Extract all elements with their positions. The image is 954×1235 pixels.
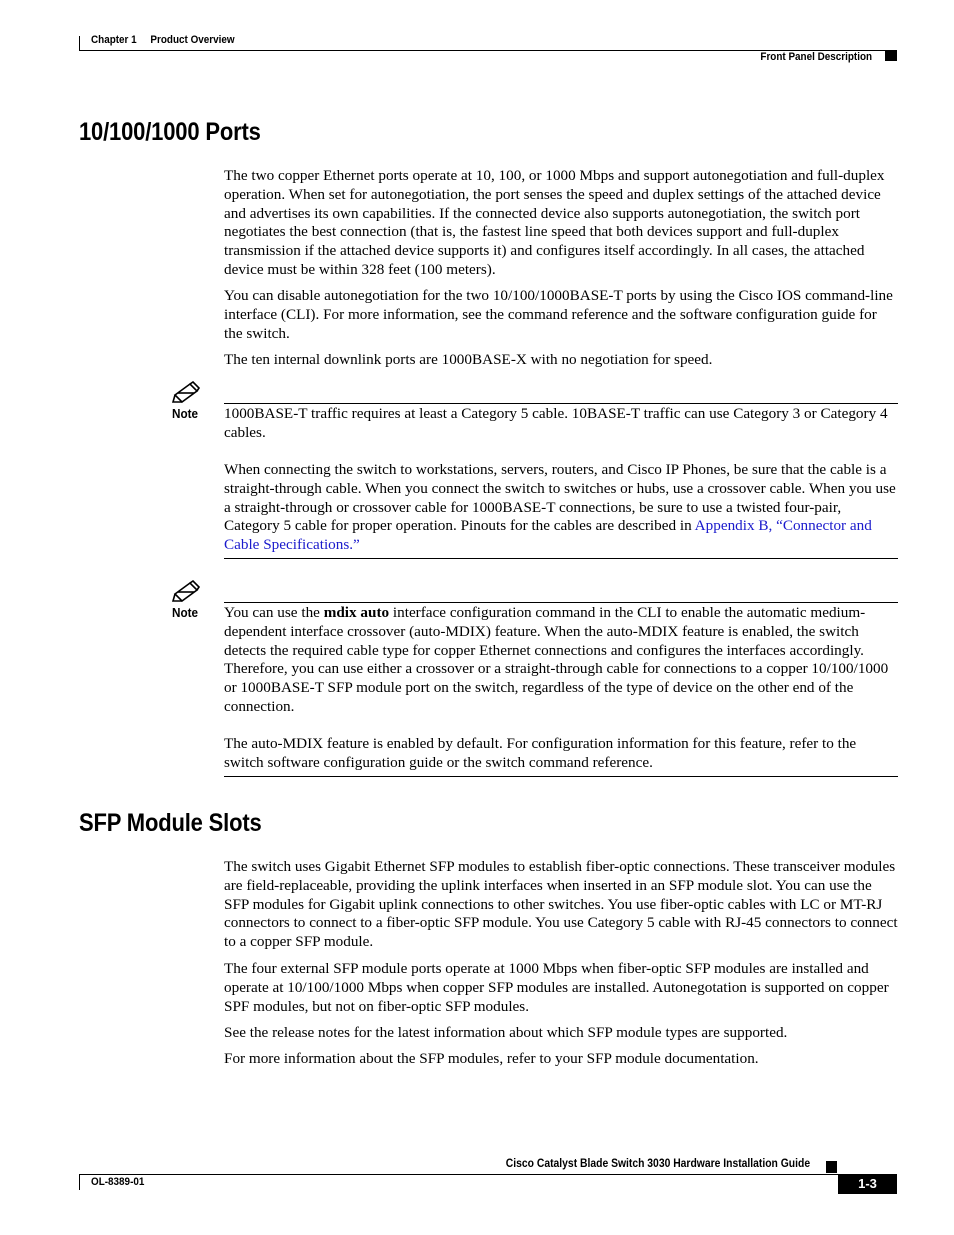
appendix-link[interactable]: Appendix B, “Connector and Cable Specifications.” (224, 517, 872, 554)
chapter-title: Product Overview (150, 34, 235, 46)
command-keyword: mdix auto (323, 604, 390, 621)
pencil-note-icon (172, 381, 200, 403)
note-text-body: When connecting the switch to workstations, servers, routers, and Cisco IP Phones, be sure that the cable is a straight-through cable. When you connect the switch to switches or hubs, use a crossover cable. When you use a straight-through or crossover cable for 1000BASE-T connections, be sure to use a twisted four-pair, Category 5 cable for proper operation. Pinouts for the cables are described in (224, 461, 896, 535)
footer-guide-title: Cisco Catalyst Blade Switch 3030 Hardware Installation Guide (505, 1158, 810, 1170)
footer-doc-number: OL-8389-01 (91, 1176, 145, 1188)
note-top-rule (224, 602, 898, 603)
paragraph: You can disable autonegotiation for the two 10/100/1000BASE-T ports by using the Cisco IOS command-line interface (CLI). For more information, see the command reference and the software configuration guide for the switch. (224, 287, 893, 342)
pencil-note-icon (172, 580, 200, 602)
paragraph: For more information about the SFP modules, refer to your SFP module documentation. (224, 1050, 759, 1067)
note-text-pre: You can use the (224, 604, 324, 621)
note-text (224, 604, 898, 717)
note-text: 1000BASE-T traffic requires at least a Category 5 cable. 10BASE-T traffic can use Category 3 or Category 4 cables. (224, 405, 888, 441)
note-text: The auto-MDIX feature is enabled by default. For configuration information for this feature, refer to the switch software configuration guide or the switch command reference. (224, 735, 857, 771)
running-header-chapter (91, 34, 235, 46)
note-bottom-rule (224, 558, 898, 559)
note-text (224, 461, 898, 555)
note-bottom-rule (224, 776, 898, 777)
header-rule-vertical (79, 36, 80, 51)
header-marker (885, 51, 897, 61)
page-number: 1-3 (838, 1174, 897, 1194)
note-text-post: interface configuration command in the CLI to enable the automatic medium-dependent interface crossover (auto-MDIX) feature. When the auto-MDIX feature is enabled, the switch detects the required cable type for copper Ethernet connections and configures the interfaces accordingly. Therefore, you can use either a crossover or a straight-through cable for connections to a copper 10/100/1000 or 1000BASE-T SFP module port on the switch, regardless of the type of device on the other end of the connection. (224, 604, 889, 715)
paragraph: The switch uses Gigabit Ethernet SFP modules to establish fiber-optic connections. These transceiver modules are field-replaceable, providing the uplink interfaces when inserted in an SFP module slot. You can use the SFP modules for Gigabit uplink connections to other switches. You use fiber-optic cables with LC or MT-RJ connectors to connect to a fiber-optic SFP module. You use Category 5 cable with RJ-45 connectors to connect to a copper SFP module. (224, 858, 898, 951)
paragraph: The four external SFP module ports operate at 1000 Mbps when fiber-optic SFP modules are installed and operate at 10/100/1000 Mbps when copper SFP modules are installed. Autonegotation is supported on copper SPF modules, but not on fiber-optic SFP modules. (224, 960, 889, 1015)
section-heading-ports: 10/100/1000 Ports (79, 118, 261, 146)
footer-rule-vertical (79, 1174, 80, 1190)
section-heading-sfp: SFP Module Slots (79, 809, 262, 837)
paragraph: See the release notes for the latest information about which SFP module types are supported. (224, 1024, 788, 1041)
note-top-rule (224, 403, 898, 404)
chapter-number: Chapter 1 (91, 34, 137, 46)
footer-marker (826, 1161, 837, 1173)
note-label: Note (172, 406, 199, 421)
paragraph: The ten internal downlink ports are 1000BASE-X with no negotiation for speed. (224, 351, 713, 368)
running-header-section: Front Panel Description (760, 51, 872, 63)
paragraph: The two copper Ethernet ports operate at 10, 100, or 1000 Mbps and support autonegotiation and full-duplex operation. When set for autonegotiation, the port senses the speed and duplex settings of the attached device and advertises its own capabilities. If the connected device also supports autonegotiation, the switch port negotiates the best connection (that is, the fastest line speed that both devices support and full-duplex transmission if the attached device supports it) and configures itself accordingly. In all cases, the attached device must be within 328 feet (100 meters). (224, 167, 885, 278)
note-label: Note (172, 605, 199, 620)
footer-rule (79, 1174, 897, 1175)
